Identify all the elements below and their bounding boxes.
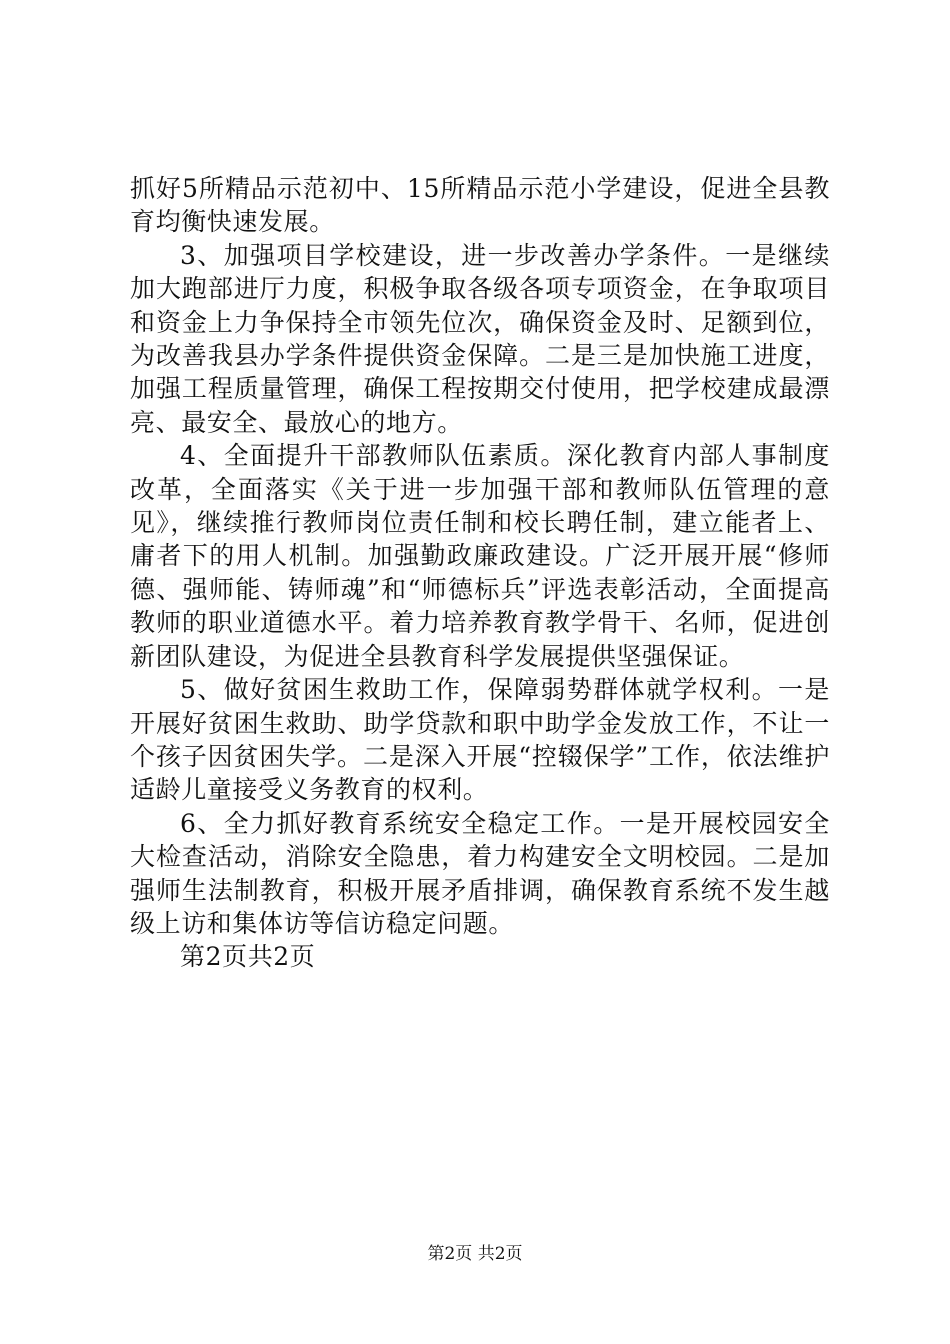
inline-page-label: 第2页共2页 (180, 942, 316, 972)
paragraph-continuation: 抓好5所精品示范初中、15所精品示范小学建设，促进全县教育均衡快速发展。 (130, 174, 830, 237)
paragraph-item-3: 3、加强项目学校建设，进一步改善办学条件。一是继续加大跑部进厅力度，积极争取各级各项专项资金，在争取项目和资金上力争保持全市领先位次，确保资金及时、足额到位，为改善我县办学条件提供资金保障。二是三是加快施工进度，加强工程质量管理，确保工程按期交付使用，把学校建成最漂亮、最安全、最放心的地方。 (130, 240, 830, 437)
paragraph-item-5: 5、做好贫困生救助工作，保障弱势群体就学权利。一是开展好贫困生救助、助学贷款和职中助学金发放工作，不让一个孩子因贫困失学。二是深入开展“控辍保学”工作，依法维护适龄儿童接受义务教育的权利。 (130, 675, 830, 805)
page-footer: 第2页 共2页 (427, 1244, 523, 1264)
paragraph-item-6: 6、全力抓好教育系统安全稳定工作。一是开展校园安全大检查活动，消除安全隐患，着力构建安全文明校园。二是加强师生法制教育，积极开展矛盾排调，确保教育系统不发生越级上访和集体访等信访稳定问题。 (130, 808, 830, 938)
document-body (130, 172, 830, 974)
paragraph-item-4: 4、全面提升干部教师队伍素质。深化教育内部人事制度改革，全面落实《关于进一步加强干部和教师队伍管理的意见》，继续推行教师岗位责任制和校长聘任制，建立能者上、庸者下的用人机制。加强勤政廉政建设。广泛开展开展“修师德、强师能、铸师魂”和“师德标兵”评选表彰活动，全面提高教师的职业道德水平。着力培养教育教学骨干、名师，促进创新团队建设，为促进全县教育科学发展提供坚强保证。 (130, 441, 830, 671)
